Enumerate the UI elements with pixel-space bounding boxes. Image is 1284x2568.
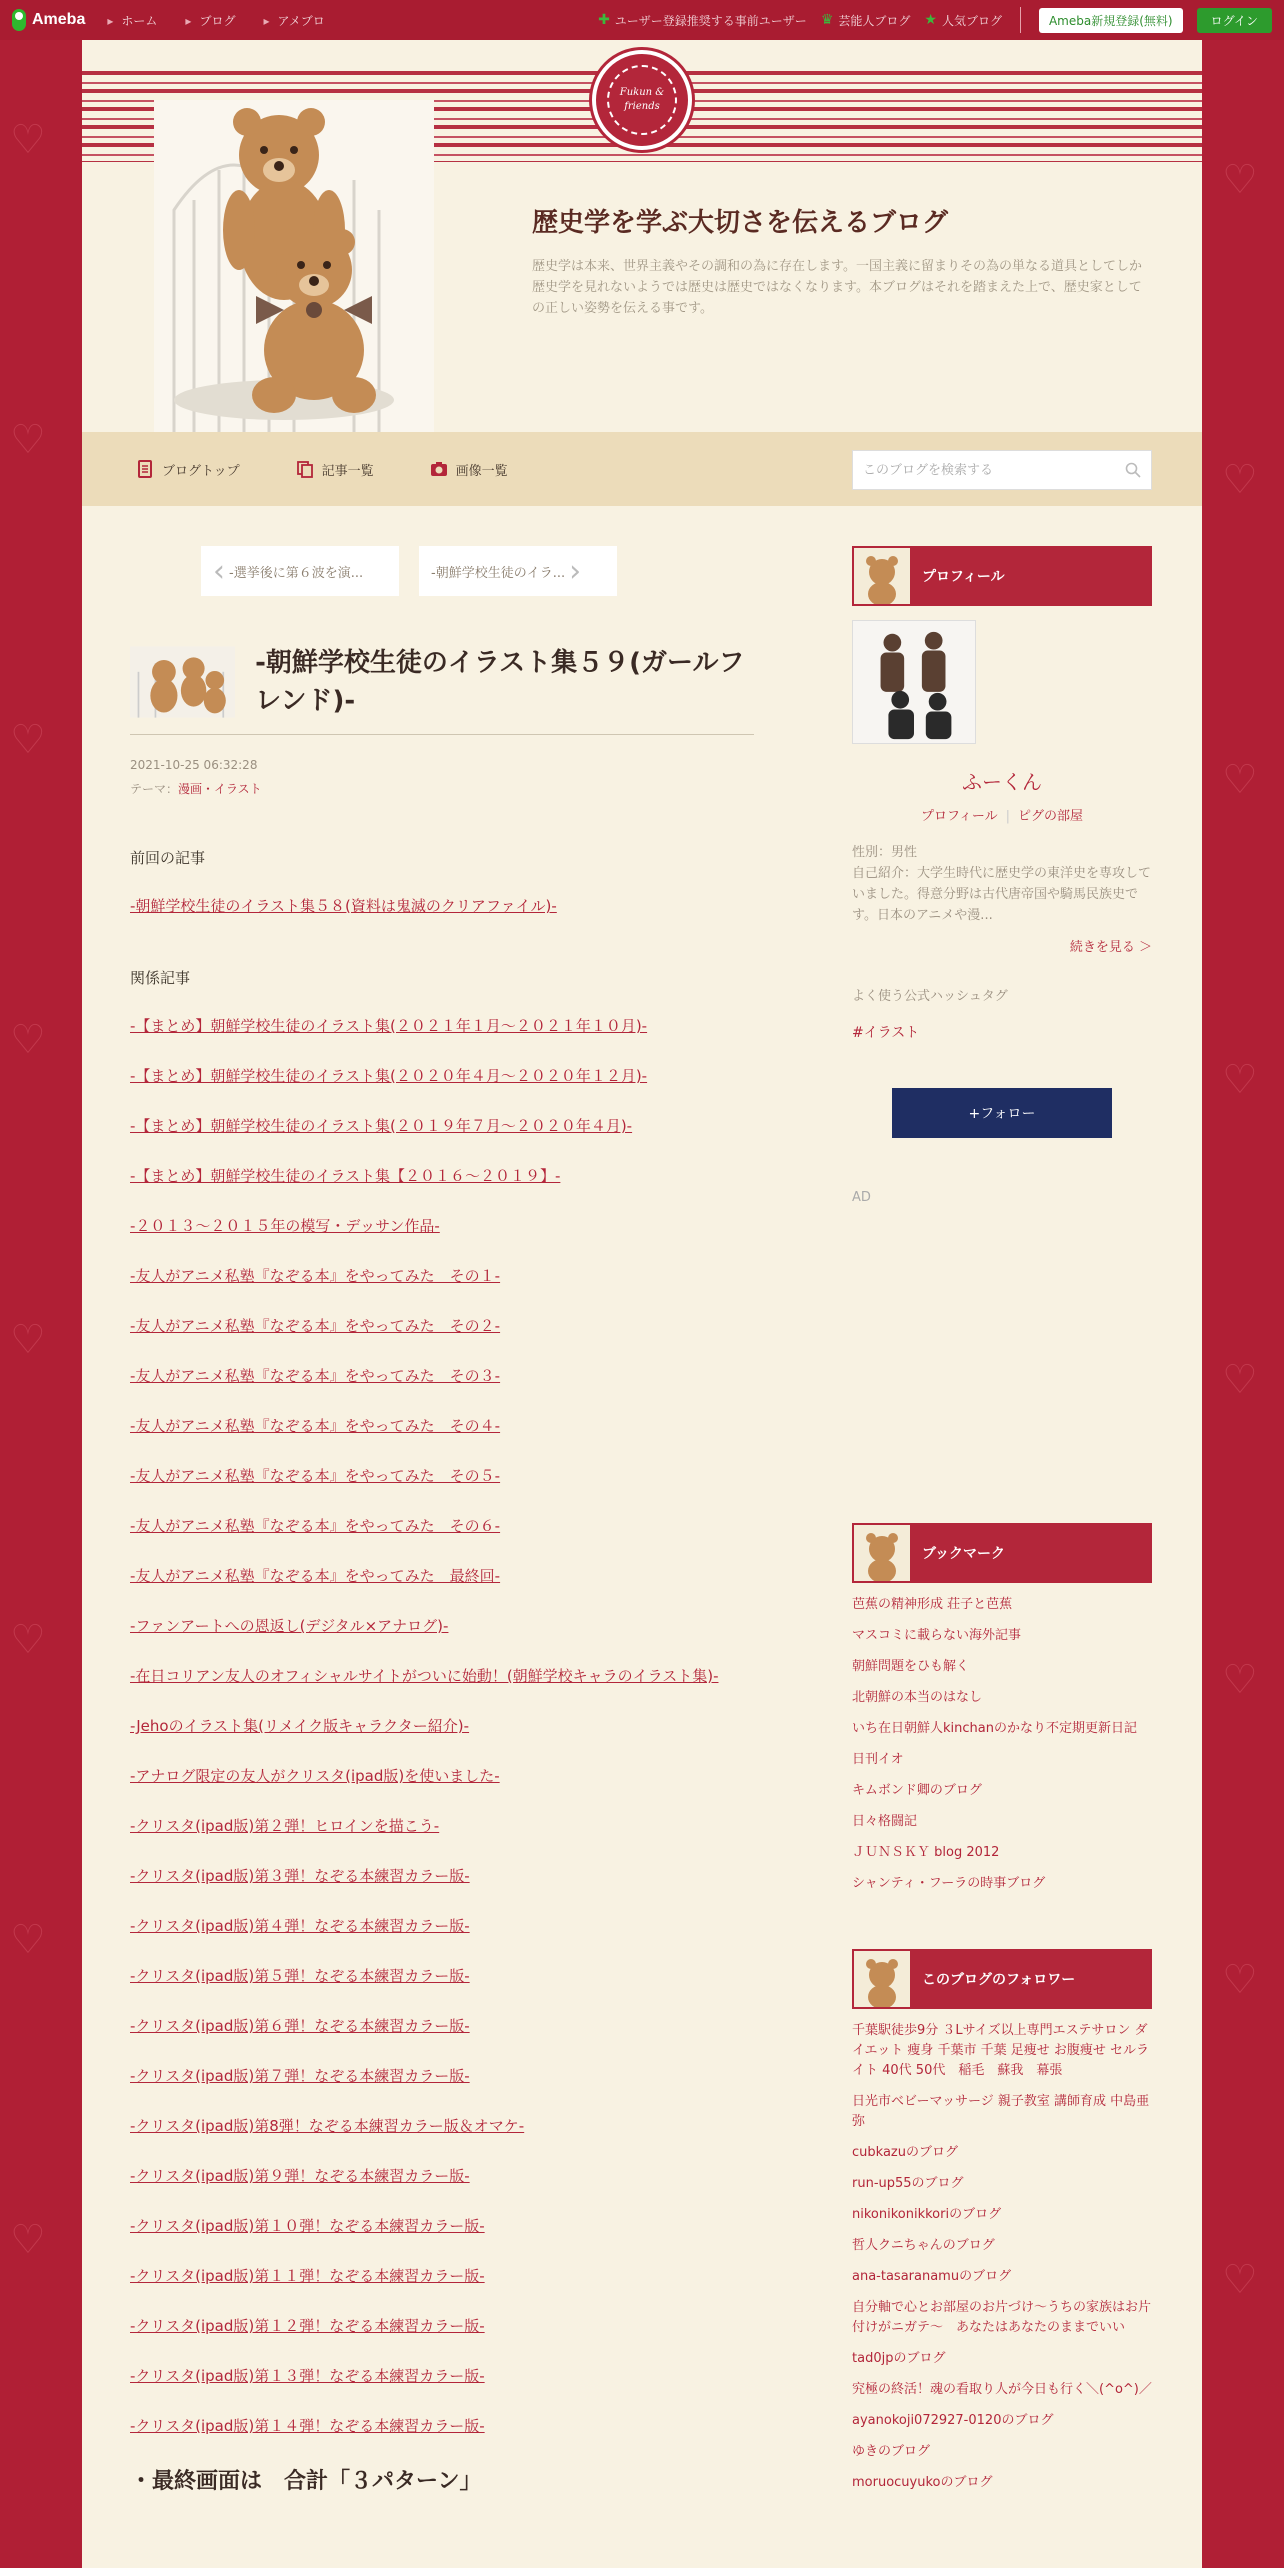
hashtag-heading: よく使う公式ハッシュタグ [852,989,1008,1004]
article-column [130,546,754,2495]
related-article-link[interactable]: -クリスタ(ipad版)第７弾！なぞる本練習カラー版- [130,2067,470,2085]
blog-page [82,40,1202,2568]
bookmark-heading: ブックマーク [852,1523,1152,1583]
prev-heading: 前回の記事 [130,849,206,867]
article-title: -朝鮮学校生徒のイラスト集５９(ガールフレンド)- [255,648,745,716]
follower-link[interactable]: 自分軸で心とお部屋のお片づけ～うちの家族はお片付けがニガテ～ あなたはあなたのままでいい [852,2300,1152,2335]
related-heading: 関係記事 [130,969,191,987]
follower-link[interactable]: tad0jpのブログ [852,2351,946,2366]
related-article-link[interactable]: -クリスタ(ipad版)第8弾！なぞる本練習カラー版＆オマケ- [130,2117,525,2135]
global-breadcrumb [107,12,324,29]
bookmark-link[interactable]: 日刊イオ [852,1752,904,1767]
profile-heading: プロフィール [852,546,1152,606]
article-meta [130,753,754,801]
follower-link[interactable]: 千葉駅徒歩9分 ３Lサイズ以上専門エステサロン ダイエット 痩身 千葉市 千葉 足痩せ お腹痩せ セルライト 40代 50代 稲毛 蘇我 幕張 [852,2023,1150,2078]
related-article-link[interactable]: -クリスタ(ipad版)第６弾！なぞる本練習カラー版- [130,2017,470,2035]
related-article-link[interactable]: -アナログ限定の友人がクリスタ(ipad版)を使いました- [130,1767,500,1785]
related-article-link[interactable]: -【まとめ】朝鮮学校生徒のイラスト集(２０２１年１月～２０２１年１０月)- [130,1017,648,1035]
document-icon [136,460,154,478]
bookmark-link[interactable]: キムボンド卿のブログ [852,1783,982,1798]
related-article-link[interactable]: -友人がアニメ私塾『なぞる本』をやってみた その２- [130,1317,501,1335]
related-article-link[interactable]: -【まとめ】朝鮮学校生徒のイラスト集【２０１６～２０１９】- [130,1167,561,1185]
top-link-recommended[interactable]: ✚ ユーザー登録推奨する事前ユーザー [598,12,807,28]
bear-icon [854,1951,910,2007]
related-links [130,1014,754,2439]
blog-search-input[interactable] [863,463,1125,478]
article-date: 2021-10-25 06:32:28 [130,758,258,772]
related-article-link[interactable]: -友人がアニメ私塾『なぞる本』をやってみた 最終回- [130,1567,501,1585]
related-article-link[interactable]: -クリスタ(ipad版)第５弾！なぞる本練習カラー版- [130,1967,470,1985]
heart-pattern-background: ♡ ♡ ♡ ♡ ♡ ♡ ♡ ♡ ♡ ♡ ♡ ♡ ♡ ♡ ♡ ♡ [10,117,1258,2303]
bear-icon [854,548,910,604]
bookmark-link[interactable]: マスコミに載らない海外記事 [852,1628,1022,1643]
hashtag-link[interactable]: #イラスト [852,1025,920,1041]
blog-search-box [852,450,1152,490]
divider: | [1005,809,1011,824]
bookmark-list [852,1595,1152,1894]
bear-icon [854,1525,910,1581]
nav-blog-top[interactable]: ブログトップ [136,460,240,479]
sidebar [852,546,1152,2504]
related-article-link[interactable]: -【まとめ】朝鮮学校生徒のイラスト集(２０１９年７月～２０２０年４月)- [130,1117,633,1135]
article-header [130,640,754,735]
related-article-link[interactable]: -クリスタ(ipad版)第９弾！なぞる本練習カラー版- [130,2167,470,2185]
global-header [0,0,1284,40]
related-article-link[interactable]: -クリスタ(ipad版)第４弾！なぞる本練習カラー版- [130,1917,470,1935]
nav-article-list[interactable]: 記事一覧 [296,460,374,479]
login-button[interactable]: ログイン [1197,8,1272,33]
profile-gender: 性別：男性 [852,845,918,860]
blog-description: 歴史学は本来、世界主義やその調和の為に存在します。一国主義に留まりその為の単なる道具としてしか歴史学を見れないようでは歴史は歴史ではなくなります。本ブログはそれを踏まえた上で、歴史家としての正しい姿勢を伝える事です。 [532,259,1142,316]
star-icon: ★ [924,12,937,28]
related-article-link[interactable]: -クリスタ(ipad版)第１０弾！なぞる本練習カラー版- [130,2217,485,2235]
spacer [852,1905,1152,1949]
divider [1020,7,1021,33]
related-article-link[interactable]: -友人がアニメ私塾『なぞる本』をやってみた その５- [130,1467,501,1485]
top-link-popular[interactable]: ★ 人気ブログ [924,12,1002,28]
follower-link[interactable]: 日光市ベビーマッサージ 親子教室 講師育成 中島亜弥 [852,2094,1150,2129]
related-article-link[interactable]: -【まとめ】朝鮮学校生徒のイラスト集(２０２０年４月～２０２０年１２月)- [130,1067,648,1085]
article-thumbnail [130,640,235,724]
related-article-link[interactable]: -２０１３～２０１５年の模写・デッサン作品- [130,1217,440,1235]
copy-icon [296,460,314,478]
related-article-link[interactable]: -クリスタ(ipad版)第１３弾！なぞる本練習カラー版- [130,2367,485,2385]
bookmark-link[interactable]: ＪＵＮＳＫＹ blog 2012 [852,1845,1000,1860]
related-article-link[interactable]: -友人がアニメ私塾『なぞる本』をやってみた その６- [130,1517,501,1535]
search-icon[interactable] [1125,462,1141,478]
related-article-link[interactable]: -クリスタ(ipad版)第１４弾！なぞる本練習カラー版- [130,2417,485,2435]
related-article-link[interactable]: -クリスタ(ipad版)第１２弾！なぞる本練習カラー版- [130,2317,485,2335]
profile-link[interactable]: プロフィール [920,809,998,824]
article-body [130,847,754,2495]
ad-space [852,1205,1152,1523]
follower-link[interactable]: ana-tasaranamuのブログ [852,2269,1012,2284]
related-article-link[interactable]: -友人がアニメ私塾『なぞる本』をやってみた その３- [130,1367,501,1385]
ameba-logo[interactable]: Ameba [12,9,85,31]
plus-icon: ✚ [598,12,610,28]
follower-link[interactable]: ayanokoji072927-0120のブログ [852,2413,1054,2428]
related-article-link[interactable]: -クリスタ(ipad版)第１１弾！なぞる本練習カラー版- [130,2267,485,2285]
follower-link[interactable]: ゆきのブログ [852,2444,931,2459]
bookmark-link[interactable]: 日々格闘記 [852,1814,918,1829]
follower-list [852,2021,1152,2493]
bookmark-link[interactable]: いち在日朝鮮人kinchanのかなり不定期更新日記 [852,1721,1137,1736]
bookmark-link[interactable]: 朝鮮問題をひも解く [852,1659,970,1674]
top-link-celebrity[interactable]: ♛ 芸能人ブログ [820,12,911,28]
followers-heading: このブログのフォロワー [852,1949,1152,2009]
related-article-link[interactable]: -在日コリアン友人のオフィシャルサイトがついに始動！(朝鮮学校キャラのイラスト集)- [130,1667,719,1685]
follower-link[interactable]: run-up55のブログ [852,2176,964,2191]
follower-link[interactable]: cubkazuのブログ [852,2145,958,2160]
blog-nav [82,432,1202,506]
blog-header [82,40,1202,432]
related-article-link[interactable]: -友人がアニメ私塾『なぞる本』をやってみた その１- [130,1267,501,1285]
crown-icon: ♛ [820,12,834,28]
article-theme: テーマ：漫画・イラスト [130,782,262,796]
ameba-logo-icon [12,9,26,31]
profile-intro: 自己紹介：大学生時代に歴史学の東洋史を専攻していました。得意分野は古代唐帝国や騎馬民族史です。日本のアニメや漫... [852,866,1152,923]
related-article-link[interactable]: -クリスタ(ipad版)第２弾！ヒロインを描こう- [130,1817,440,1835]
bookmark-link[interactable]: シャンティ・フーラの時事ブログ [852,1876,1046,1891]
bookmark-link[interactable]: 北朝鮮の本当のはなし [852,1690,983,1705]
camera-icon [430,460,448,478]
profile-links [852,805,1152,824]
related-article-link[interactable]: -クリスタ(ipad版)第３弾！なぞる本練習カラー版- [130,1867,470,1885]
follower-link[interactable]: nikonikonikkoriのブログ [852,2207,1002,2222]
register-button[interactable]: Ameba新規登録(無料) [1039,8,1183,33]
profile-text [852,842,1152,926]
related-article-link[interactable]: -ファンアートへの恩返し(デジタル×アナログ)- [130,1617,449,1635]
blog-title[interactable]: 歴史学を学ぶ大切さを伝えるブログ [532,208,949,238]
related-article-link[interactable]: -友人がアニメ私塾『なぞる本』をやってみた その４- [130,1417,501,1435]
bookmark-link[interactable]: 芭蕉の精神形成 荘子と芭蕉 [852,1597,1013,1612]
read-more-link[interactable]: 続きを見る ＞ [1069,940,1152,955]
related-article-link[interactable]: -Jehoのイラスト集(リメイク版キャラクター紹介)- [130,1717,470,1735]
follow-button[interactable]: +フォロー [892,1088,1112,1138]
crumb-blog[interactable]: ▸ ブログ [185,12,235,29]
fukun-friends-seal: Fukun & friends [592,50,692,150]
teddy-bears-image [144,100,444,432]
prev-article-link[interactable]: ‹ -選挙後に第６波を演... [201,546,399,596]
ad-label: AD [852,1190,871,1205]
crumb-ameblo[interactable]: ▸ アメブロ [263,12,324,29]
prev-article-body-link[interactable]: -朝鮮学校生徒のイラスト集５８(資料は鬼滅のクリアファイル)- [130,897,557,915]
final-screen-heading: ・最終画面は 合計「３パターン」 [130,2469,482,2494]
next-article-link[interactable]: -朝鮮学校生徒のイラ... › [419,546,617,596]
pigg-room-link[interactable]: ピグの部屋 [1018,809,1084,824]
nav-image-list[interactable]: 画像一覧 [430,460,508,479]
follower-link[interactable]: moruocuyukoのブログ [852,2475,993,2490]
profile-name[interactable]: ふーくん [962,770,1042,794]
follower-link[interactable]: 究極の終活！魂の看取り人が今日も行く＼(^o^)／ [852,2382,1152,2397]
follower-link[interactable]: 哲人クニちゃんのブログ [852,2238,995,2253]
crumb-home[interactable]: ▸ ホーム [107,12,157,29]
profile-avatar[interactable] [852,620,976,744]
theme-link[interactable]: 漫画・イラスト [178,782,262,796]
article-pager [200,546,618,596]
